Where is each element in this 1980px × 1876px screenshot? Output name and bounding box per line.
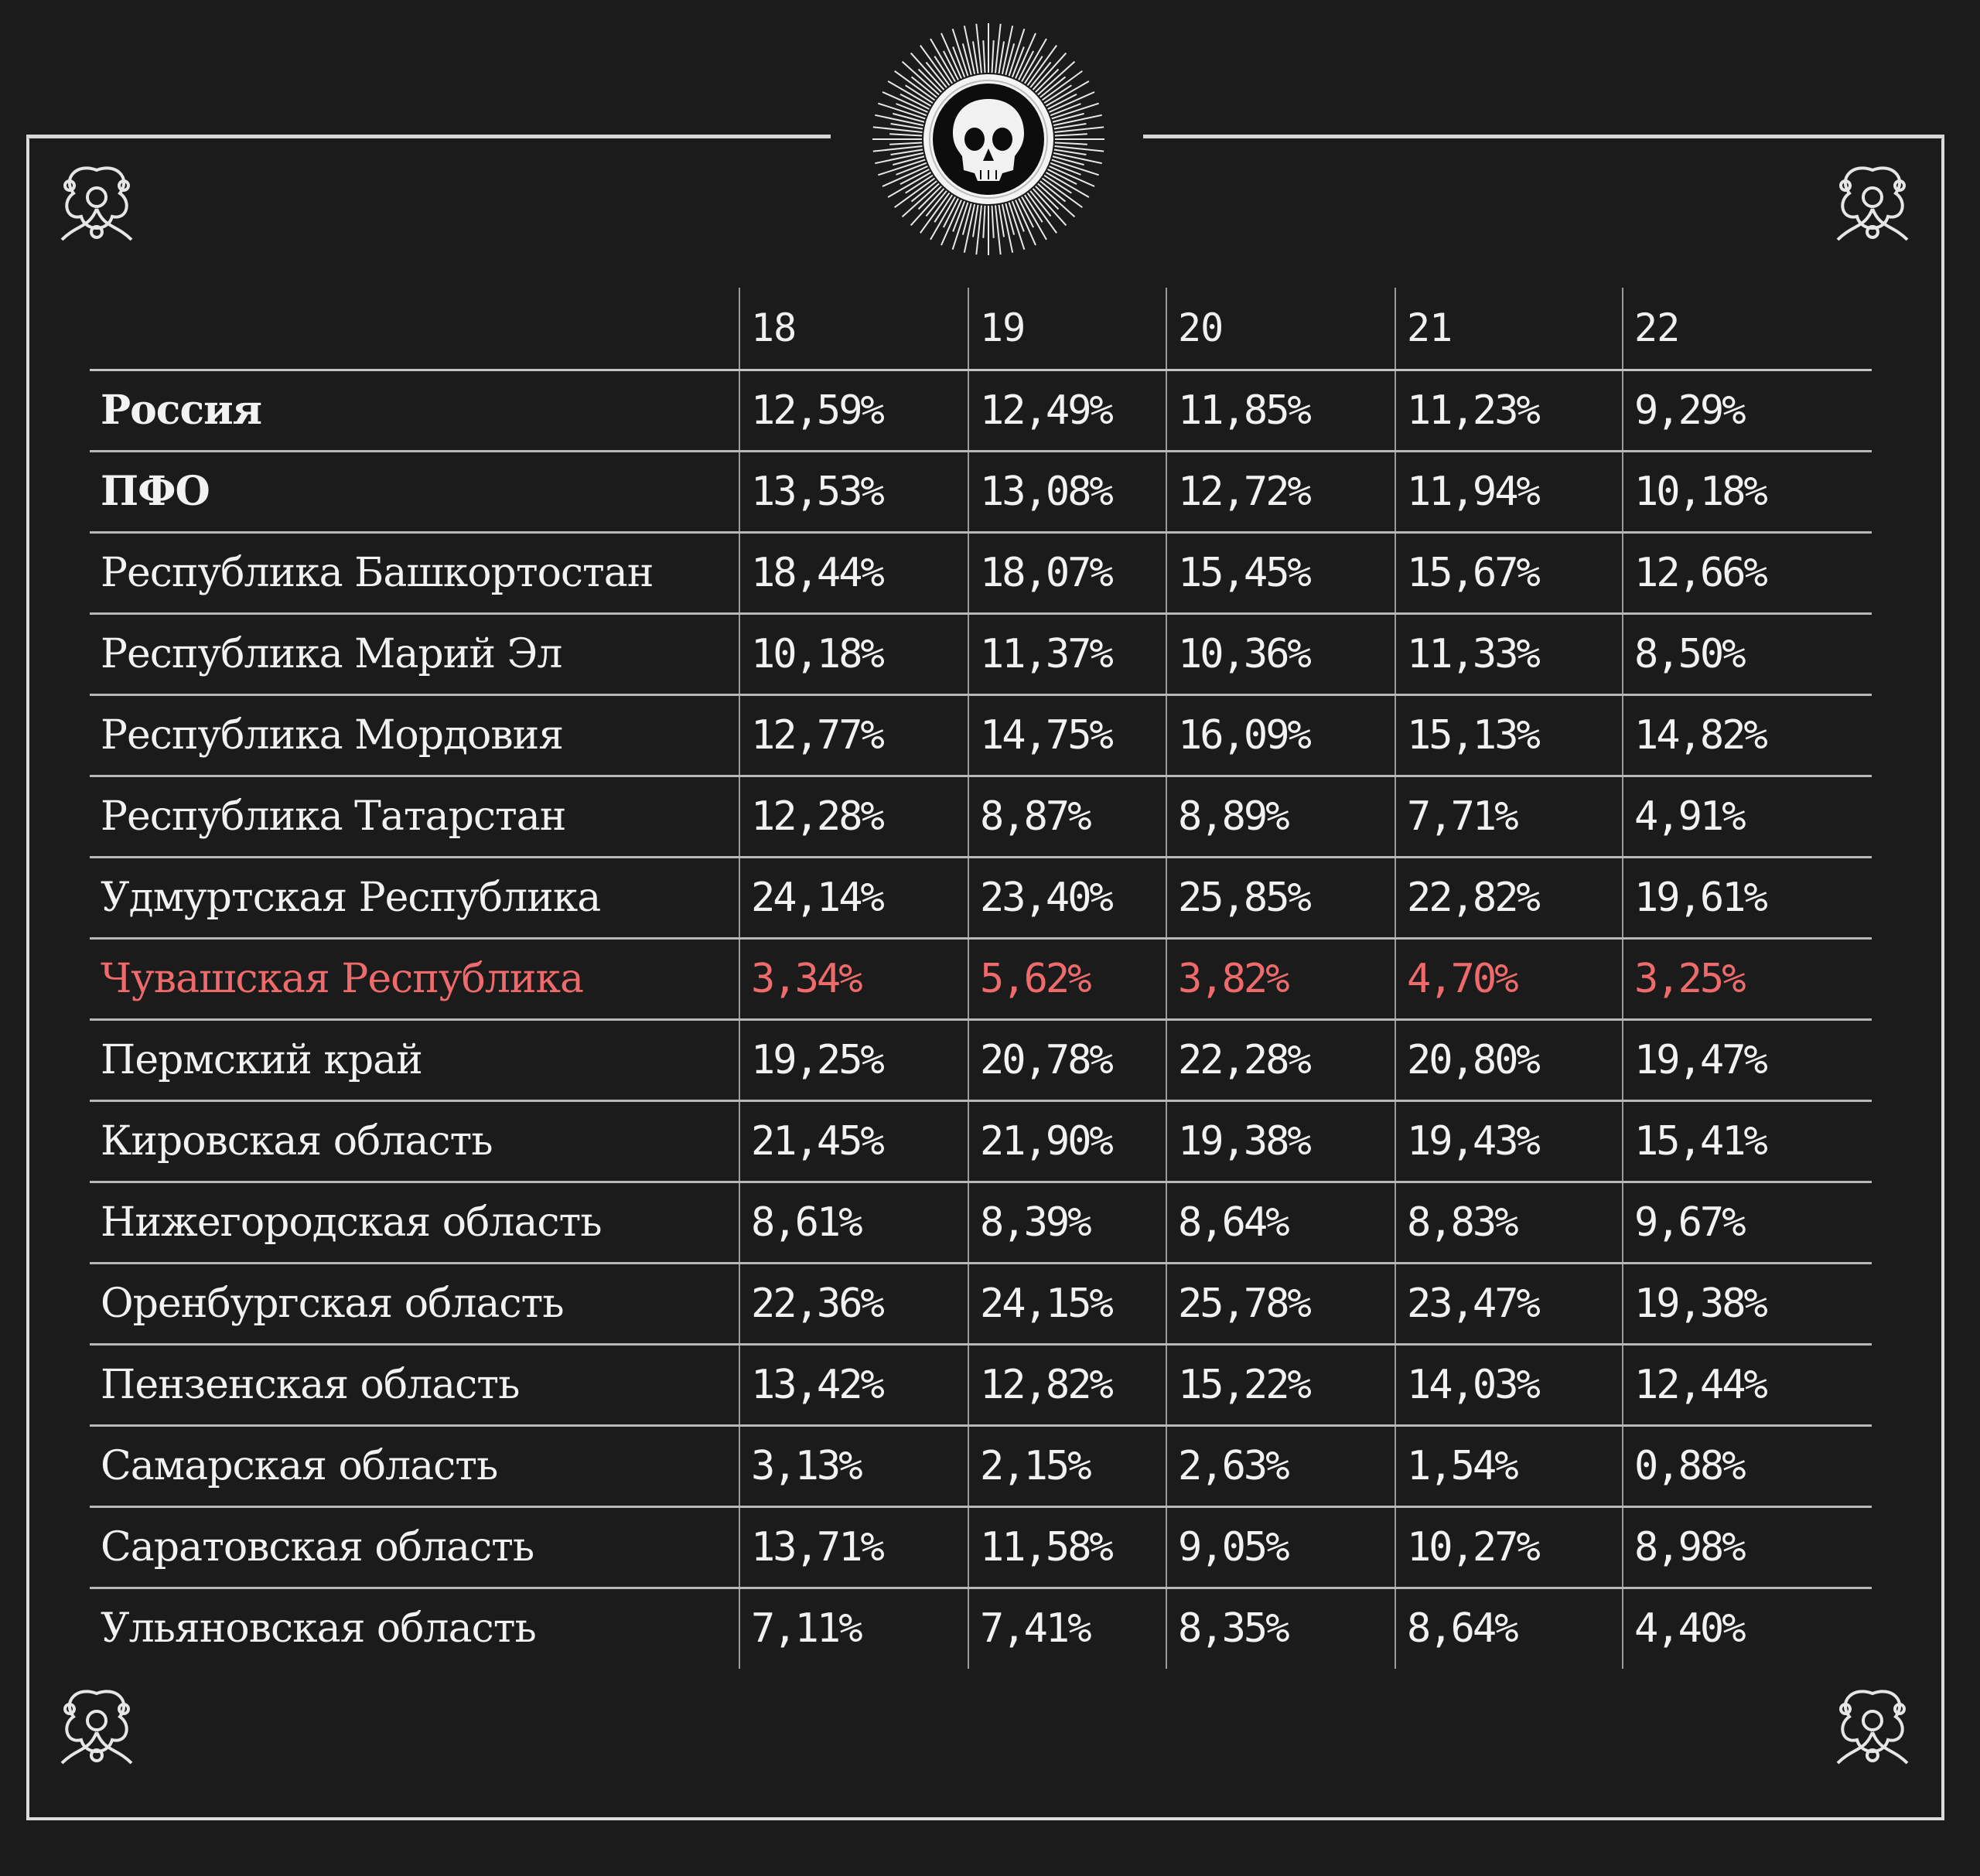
value-cell-year-19: 11,58% xyxy=(968,1506,1166,1588)
table-row xyxy=(90,613,1872,694)
table-row xyxy=(90,857,1872,938)
value-cell-year-18: 18,44% xyxy=(739,532,968,613)
value-cell-year-22: 12,44% xyxy=(1623,1344,1872,1425)
table-row xyxy=(90,1506,1872,1588)
value-cell-year-19: 8,39% xyxy=(968,1182,1166,1263)
value-cell-year-20: 2,63% xyxy=(1166,1425,1395,1506)
region-name-cell: Республика Татарстан xyxy=(90,776,739,857)
value-cell-year-19: 11,37% xyxy=(968,613,1166,694)
sunburst-ray xyxy=(1055,143,1087,145)
value-cell-year-22: 0,88% xyxy=(1623,1425,1872,1506)
region-name-cell: Удмуртская Республика xyxy=(90,857,739,938)
table-header-row xyxy=(90,288,1872,370)
region-name-cell: Ульяновская область xyxy=(90,1588,739,1669)
value-cell-year-19: 24,15% xyxy=(968,1263,1166,1344)
table-row xyxy=(90,1263,1872,1344)
value-cell-year-20: 12,72% xyxy=(1166,451,1395,532)
header-year-20: 20 xyxy=(1166,288,1395,370)
value-cell-year-18: 22,36% xyxy=(739,1263,968,1344)
value-cell-year-19: 14,75% xyxy=(968,694,1166,776)
region-name-cell: ПФО xyxy=(90,451,739,532)
sunburst-ray xyxy=(1053,114,1084,122)
value-cell-year-22: 10,18% xyxy=(1623,451,1872,532)
table-row xyxy=(90,532,1872,613)
value-cell-year-22: 12,66% xyxy=(1623,532,1872,613)
value-cell-year-18: 12,77% xyxy=(739,694,968,776)
value-cell-year-21: 20,80% xyxy=(1395,1019,1623,1100)
value-cell-year-22: 9,67% xyxy=(1623,1182,1872,1263)
value-cell-year-18: 7,11% xyxy=(739,1588,968,1669)
sunburst-ray xyxy=(1040,181,1066,201)
value-cell-year-21: 4,70% xyxy=(1395,938,1623,1019)
value-cell-year-21: 8,64% xyxy=(1395,1588,1623,1669)
sunburst-ray xyxy=(992,40,994,73)
region-name-cell: Оренбургская область xyxy=(90,1263,739,1344)
region-name-cell: Самарская область xyxy=(90,1425,739,1506)
region-name-cell: Республика Башкортостан xyxy=(90,532,739,613)
table-row xyxy=(90,1425,1872,1506)
value-cell-year-21: 14,03% xyxy=(1395,1344,1623,1425)
value-cell-year-20: 3,82% xyxy=(1166,938,1395,1019)
value-cell-year-22: 19,47% xyxy=(1623,1019,1872,1100)
sunburst-ray xyxy=(1036,186,1059,210)
table-row xyxy=(90,1100,1872,1182)
value-cell-year-20: 11,85% xyxy=(1166,370,1395,451)
region-name-cell: Пермский край xyxy=(90,1019,739,1100)
value-cell-year-21: 8,83% xyxy=(1395,1182,1623,1263)
value-cell-year-20: 10,36% xyxy=(1166,613,1395,694)
header-year-21: 21 xyxy=(1395,288,1623,370)
value-cell-year-18: 21,45% xyxy=(739,1100,968,1182)
sunburst-ray xyxy=(1030,63,1050,88)
value-cell-year-21: 10,27% xyxy=(1395,1506,1623,1588)
table-row xyxy=(90,451,1872,532)
header-year-18: 18 xyxy=(739,288,968,370)
header-region xyxy=(90,288,739,370)
value-cell-year-18: 19,25% xyxy=(739,1019,968,1100)
sunburst-ray xyxy=(963,203,971,235)
sunburst-ray xyxy=(1055,134,1087,135)
value-cell-year-22: 8,98% xyxy=(1623,1506,1872,1588)
floral-ornament-icon xyxy=(1822,1678,1923,1779)
value-cell-year-22: 14,82% xyxy=(1623,694,1872,776)
sunburst-ray xyxy=(926,63,946,88)
value-cell-year-21: 22,82% xyxy=(1395,857,1623,938)
region-name-cell: Чувашская Республика xyxy=(90,938,739,1019)
sunburst-ray xyxy=(893,156,924,165)
sunburst-ray xyxy=(926,191,946,217)
value-cell-year-20: 25,78% xyxy=(1166,1263,1395,1344)
value-cell-year-19: 12,82% xyxy=(968,1344,1166,1425)
value-cell-year-18: 24,14% xyxy=(739,857,968,938)
sunburst-ray xyxy=(1036,69,1059,92)
value-cell-year-19: 20,78% xyxy=(968,1019,1166,1100)
value-cell-year-20: 15,45% xyxy=(1166,532,1395,613)
value-cell-year-19: 21,90% xyxy=(968,1100,1166,1182)
table-row xyxy=(90,1019,1872,1100)
value-cell-year-21: 11,94% xyxy=(1395,451,1623,532)
value-cell-year-19: 13,08% xyxy=(968,451,1166,532)
region-name-cell: Нижегородская область xyxy=(90,1182,739,1263)
value-cell-year-22: 8,50% xyxy=(1623,613,1872,694)
table-row xyxy=(90,370,1872,451)
value-cell-year-22: 15,41% xyxy=(1623,1100,1872,1182)
value-cell-year-18: 3,34% xyxy=(739,938,968,1019)
floral-ornament-icon xyxy=(46,1678,147,1779)
table-row xyxy=(90,1182,1872,1263)
value-cell-year-18: 13,71% xyxy=(739,1506,968,1588)
sunburst-ray xyxy=(983,40,985,73)
value-cell-year-20: 8,35% xyxy=(1166,1588,1395,1669)
table-row xyxy=(90,694,1872,776)
sunburst-ray xyxy=(1005,203,1014,235)
sunburst-ray xyxy=(1053,156,1084,165)
region-name-cell: Россия xyxy=(90,370,739,451)
value-cell-year-21: 1,54% xyxy=(1395,1425,1623,1506)
value-cell-year-22: 4,91% xyxy=(1623,776,1872,857)
value-cell-year-19: 5,62% xyxy=(968,938,1166,1019)
sunburst-ray xyxy=(1040,77,1066,97)
table-row xyxy=(90,938,1872,1019)
value-cell-year-18: 12,28% xyxy=(739,776,968,857)
value-cell-year-20: 8,64% xyxy=(1166,1182,1395,1263)
sunburst-ray xyxy=(918,186,941,210)
value-cell-year-20: 9,05% xyxy=(1166,1506,1395,1588)
value-cell-year-18: 13,42% xyxy=(739,1344,968,1425)
region-name-cell: Республика Марий Эл xyxy=(90,613,739,694)
value-cell-year-18: 13,53% xyxy=(739,451,968,532)
sunburst-ray xyxy=(918,69,941,92)
value-cell-year-18: 12,59% xyxy=(739,370,968,451)
value-cell-year-20: 16,09% xyxy=(1166,694,1395,776)
table-row xyxy=(90,1588,1872,1669)
sunburst-ray xyxy=(912,181,937,201)
value-cell-year-20: 15,22% xyxy=(1166,1344,1395,1425)
sunburst-ray xyxy=(889,143,922,145)
header-year-19: 19 xyxy=(968,288,1166,370)
value-cell-year-21: 23,47% xyxy=(1395,1263,1623,1344)
value-cell-year-19: 8,87% xyxy=(968,776,1166,857)
value-cell-year-19: 23,40% xyxy=(968,857,1166,938)
value-cell-year-22: 4,40% xyxy=(1623,1588,1872,1669)
region-name-cell: Саратовская область xyxy=(90,1506,739,1588)
value-cell-year-22: 19,38% xyxy=(1623,1263,1872,1344)
value-cell-year-22: 19,61% xyxy=(1623,857,1872,938)
value-cell-year-21: 19,43% xyxy=(1395,1100,1623,1182)
value-cell-year-19: 12,49% xyxy=(968,370,1166,451)
value-cell-year-21: 15,13% xyxy=(1395,694,1623,776)
floral-ornament-icon xyxy=(46,155,147,255)
value-cell-year-19: 2,15% xyxy=(968,1425,1166,1506)
region-name-cell: Республика Мордовия xyxy=(90,694,739,776)
regional-stats-table xyxy=(90,288,1872,1669)
sunburst-ray xyxy=(1030,191,1050,217)
frame-top-rule-left xyxy=(26,135,831,138)
region-name-cell: Пензенская область xyxy=(90,1344,739,1425)
region-name-cell: Кировская область xyxy=(90,1100,739,1182)
value-cell-year-20: 25,85% xyxy=(1166,857,1395,938)
value-cell-year-21: 11,33% xyxy=(1395,613,1623,694)
value-cell-year-18: 10,18% xyxy=(739,613,968,694)
table-row xyxy=(90,776,1872,857)
value-cell-year-20: 8,89% xyxy=(1166,776,1395,857)
value-cell-year-22: 9,29% xyxy=(1623,370,1872,451)
value-cell-year-19: 7,41% xyxy=(968,1588,1166,1669)
sunburst-ray xyxy=(963,43,971,75)
value-cell-year-18: 8,61% xyxy=(739,1182,968,1263)
sunburst-ray xyxy=(889,134,922,135)
sunburst-ray xyxy=(1005,43,1014,75)
value-cell-year-21: 15,67% xyxy=(1395,532,1623,613)
floral-ornament-icon xyxy=(1822,155,1923,255)
table-row xyxy=(90,1344,1872,1425)
value-cell-year-19: 18,07% xyxy=(968,532,1166,613)
frame-top-rule-right xyxy=(1143,135,1944,138)
sunburst-ray xyxy=(992,206,994,238)
value-cell-year-21: 11,23% xyxy=(1395,370,1623,451)
value-cell-year-20: 22,28% xyxy=(1166,1019,1395,1100)
value-cell-year-21: 7,71% xyxy=(1395,776,1623,857)
value-cell-year-22: 3,25% xyxy=(1623,938,1872,1019)
value-cell-year-18: 3,13% xyxy=(739,1425,968,1506)
skull-sunburst-icon xyxy=(865,15,1112,263)
sunburst-ray xyxy=(983,206,985,238)
value-cell-year-20: 19,38% xyxy=(1166,1100,1395,1182)
sunburst-ray xyxy=(912,77,937,97)
header-year-22: 22 xyxy=(1623,288,1872,370)
sunburst-ray xyxy=(893,114,924,122)
